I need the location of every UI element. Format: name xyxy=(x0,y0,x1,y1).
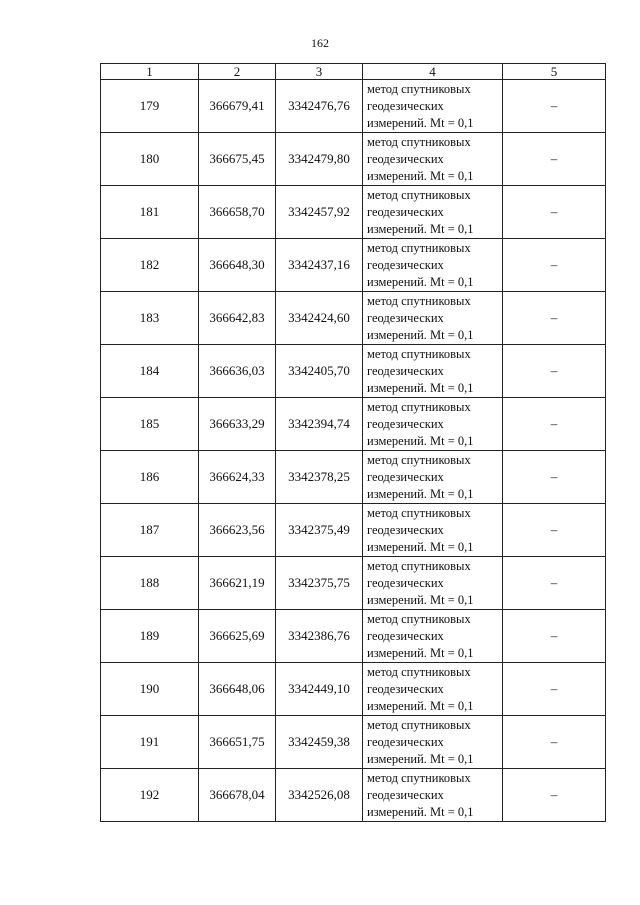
note-cell: – xyxy=(503,80,606,133)
table-row xyxy=(101,769,606,822)
y-coordinate-cell: 3342457,92 xyxy=(276,186,363,239)
method-line: метод спутниковых xyxy=(367,81,471,96)
method-cell xyxy=(363,133,503,186)
page-number: 162 xyxy=(311,36,329,50)
method-cell xyxy=(363,451,503,504)
method-cell xyxy=(363,239,503,292)
header-col-2: 2 xyxy=(199,64,276,80)
point-number-cell: 192 xyxy=(101,769,199,822)
method-line: метод спутниковых xyxy=(367,293,471,308)
method-line: геодезических xyxy=(367,98,444,113)
method-line: геодезических xyxy=(367,151,444,166)
method-line: измерений. Mt = 0,1 xyxy=(367,486,474,501)
x-coordinate-cell: 366642,83 xyxy=(199,292,276,345)
method-line: измерений. Mt = 0,1 xyxy=(367,804,474,819)
table-row xyxy=(101,292,606,345)
note-cell: – xyxy=(503,557,606,610)
y-coordinate-cell: 3342375,49 xyxy=(276,504,363,557)
point-number-cell: 180 xyxy=(101,133,199,186)
method-cell xyxy=(363,186,503,239)
method-line: измерений. Mt = 0,1 xyxy=(367,274,474,289)
table-row xyxy=(101,557,606,610)
method-line: метод спутниковых xyxy=(367,611,471,626)
method-cell xyxy=(363,504,503,557)
note-cell: – xyxy=(503,133,606,186)
method-line: геодезических xyxy=(367,310,444,325)
x-coordinate-cell: 366648,06 xyxy=(199,663,276,716)
x-coordinate-cell: 366625,69 xyxy=(199,610,276,663)
table-row xyxy=(101,716,606,769)
method-cell xyxy=(363,663,503,716)
note-cell: – xyxy=(503,186,606,239)
header-col-5: 5 xyxy=(503,64,606,80)
method-line: измерений. Mt = 0,1 xyxy=(367,698,474,713)
note-cell: – xyxy=(503,345,606,398)
method-line: измерений. Mt = 0,1 xyxy=(367,115,474,130)
table-row xyxy=(101,610,606,663)
header-row xyxy=(101,64,606,80)
x-coordinate-cell: 366633,29 xyxy=(199,398,276,451)
point-number-cell: 184 xyxy=(101,345,199,398)
method-line: метод спутниковых xyxy=(367,558,471,573)
table-row xyxy=(101,133,606,186)
method-line: измерений. Mt = 0,1 xyxy=(367,221,474,236)
x-coordinate-cell: 366678,04 xyxy=(199,769,276,822)
y-coordinate-cell: 3342526,08 xyxy=(276,769,363,822)
method-line: измерений. Mt = 0,1 xyxy=(367,539,474,554)
x-coordinate-cell: 366675,45 xyxy=(199,133,276,186)
table-row xyxy=(101,80,606,133)
y-coordinate-cell: 3342424,60 xyxy=(276,292,363,345)
y-coordinate-cell: 3342437,16 xyxy=(276,239,363,292)
method-cell xyxy=(363,292,503,345)
note-cell: – xyxy=(503,663,606,716)
method-line: геодезических xyxy=(367,575,444,590)
method-cell xyxy=(363,557,503,610)
method-line: геодезических xyxy=(367,469,444,484)
table-row xyxy=(101,451,606,504)
method-cell xyxy=(363,769,503,822)
y-coordinate-cell: 3342375,75 xyxy=(276,557,363,610)
x-coordinate-cell: 366648,30 xyxy=(199,239,276,292)
y-coordinate-cell: 3342479,80 xyxy=(276,133,363,186)
method-line: геодезических xyxy=(367,787,444,802)
coordinates-table xyxy=(100,63,606,822)
point-number-cell: 188 xyxy=(101,557,199,610)
method-line: геодезических xyxy=(367,681,444,696)
point-number-cell: 189 xyxy=(101,610,199,663)
method-line: метод спутниковых xyxy=(367,452,471,467)
note-cell: – xyxy=(503,769,606,822)
y-coordinate-cell: 3342459,38 xyxy=(276,716,363,769)
method-cell xyxy=(363,716,503,769)
method-cell xyxy=(363,398,503,451)
y-coordinate-cell: 3342394,74 xyxy=(276,398,363,451)
note-cell: – xyxy=(503,451,606,504)
point-number-cell: 191 xyxy=(101,716,199,769)
note-cell: – xyxy=(503,716,606,769)
method-line: метод спутниковых xyxy=(367,134,471,149)
x-coordinate-cell: 366651,75 xyxy=(199,716,276,769)
method-line: метод спутниковых xyxy=(367,717,471,732)
table-row xyxy=(101,239,606,292)
x-coordinate-cell: 366636,03 xyxy=(199,345,276,398)
note-cell: – xyxy=(503,239,606,292)
method-line: метод спутниковых xyxy=(367,399,471,414)
point-number-cell: 185 xyxy=(101,398,199,451)
method-line: измерений. Mt = 0,1 xyxy=(367,645,474,660)
table-row xyxy=(101,186,606,239)
y-coordinate-cell: 3342378,25 xyxy=(276,451,363,504)
method-line: измерений. Mt = 0,1 xyxy=(367,751,474,766)
method-cell xyxy=(363,80,503,133)
method-line: метод спутниковых xyxy=(367,346,471,361)
note-cell: – xyxy=(503,504,606,557)
y-coordinate-cell: 3342386,76 xyxy=(276,610,363,663)
method-line: измерений. Mt = 0,1 xyxy=(367,433,474,448)
point-number-cell: 182 xyxy=(101,239,199,292)
x-coordinate-cell: 366624,33 xyxy=(199,451,276,504)
method-line: геодезических xyxy=(367,416,444,431)
y-coordinate-cell: 3342449,10 xyxy=(276,663,363,716)
method-line: геодезических xyxy=(367,363,444,378)
method-line: геодезических xyxy=(367,628,444,643)
x-coordinate-cell: 366623,56 xyxy=(199,504,276,557)
x-coordinate-cell: 366621,19 xyxy=(199,557,276,610)
table-row xyxy=(101,504,606,557)
note-cell: – xyxy=(503,292,606,345)
note-cell: – xyxy=(503,398,606,451)
table-row xyxy=(101,398,606,451)
y-coordinate-cell: 3342405,70 xyxy=(276,345,363,398)
method-line: метод спутниковых xyxy=(367,770,471,785)
method-line: измерений. Mt = 0,1 xyxy=(367,168,474,183)
point-number-cell: 183 xyxy=(101,292,199,345)
point-number-cell: 181 xyxy=(101,186,199,239)
method-line: геодезических xyxy=(367,257,444,272)
table-row xyxy=(101,663,606,716)
method-cell xyxy=(363,345,503,398)
table-row xyxy=(101,345,606,398)
point-number-cell: 179 xyxy=(101,80,199,133)
method-line: метод спутниковых xyxy=(367,505,471,520)
note-cell: – xyxy=(503,610,606,663)
point-number-cell: 186 xyxy=(101,451,199,504)
method-line: метод спутниковых xyxy=(367,240,471,255)
y-coordinate-cell: 3342476,76 xyxy=(276,80,363,133)
header-col-3: 3 xyxy=(276,64,363,80)
point-number-cell: 187 xyxy=(101,504,199,557)
x-coordinate-cell: 366658,70 xyxy=(199,186,276,239)
x-coordinate-cell: 366679,41 xyxy=(199,80,276,133)
method-line: метод спутниковых xyxy=(367,664,471,679)
header-col-1: 1 xyxy=(101,64,199,80)
method-line: измерений. Mt = 0,1 xyxy=(367,380,474,395)
table-body xyxy=(101,80,606,822)
method-line: геодезических xyxy=(367,734,444,749)
method-line: измерений. Mt = 0,1 xyxy=(367,327,474,342)
method-line: геодезических xyxy=(367,522,444,537)
point-number-cell: 190 xyxy=(101,663,199,716)
method-cell xyxy=(363,610,503,663)
method-line: метод спутниковых xyxy=(367,187,471,202)
method-line: геодезических xyxy=(367,204,444,219)
header-col-4: 4 xyxy=(363,64,503,80)
method-line: измерений. Mt = 0,1 xyxy=(367,592,474,607)
